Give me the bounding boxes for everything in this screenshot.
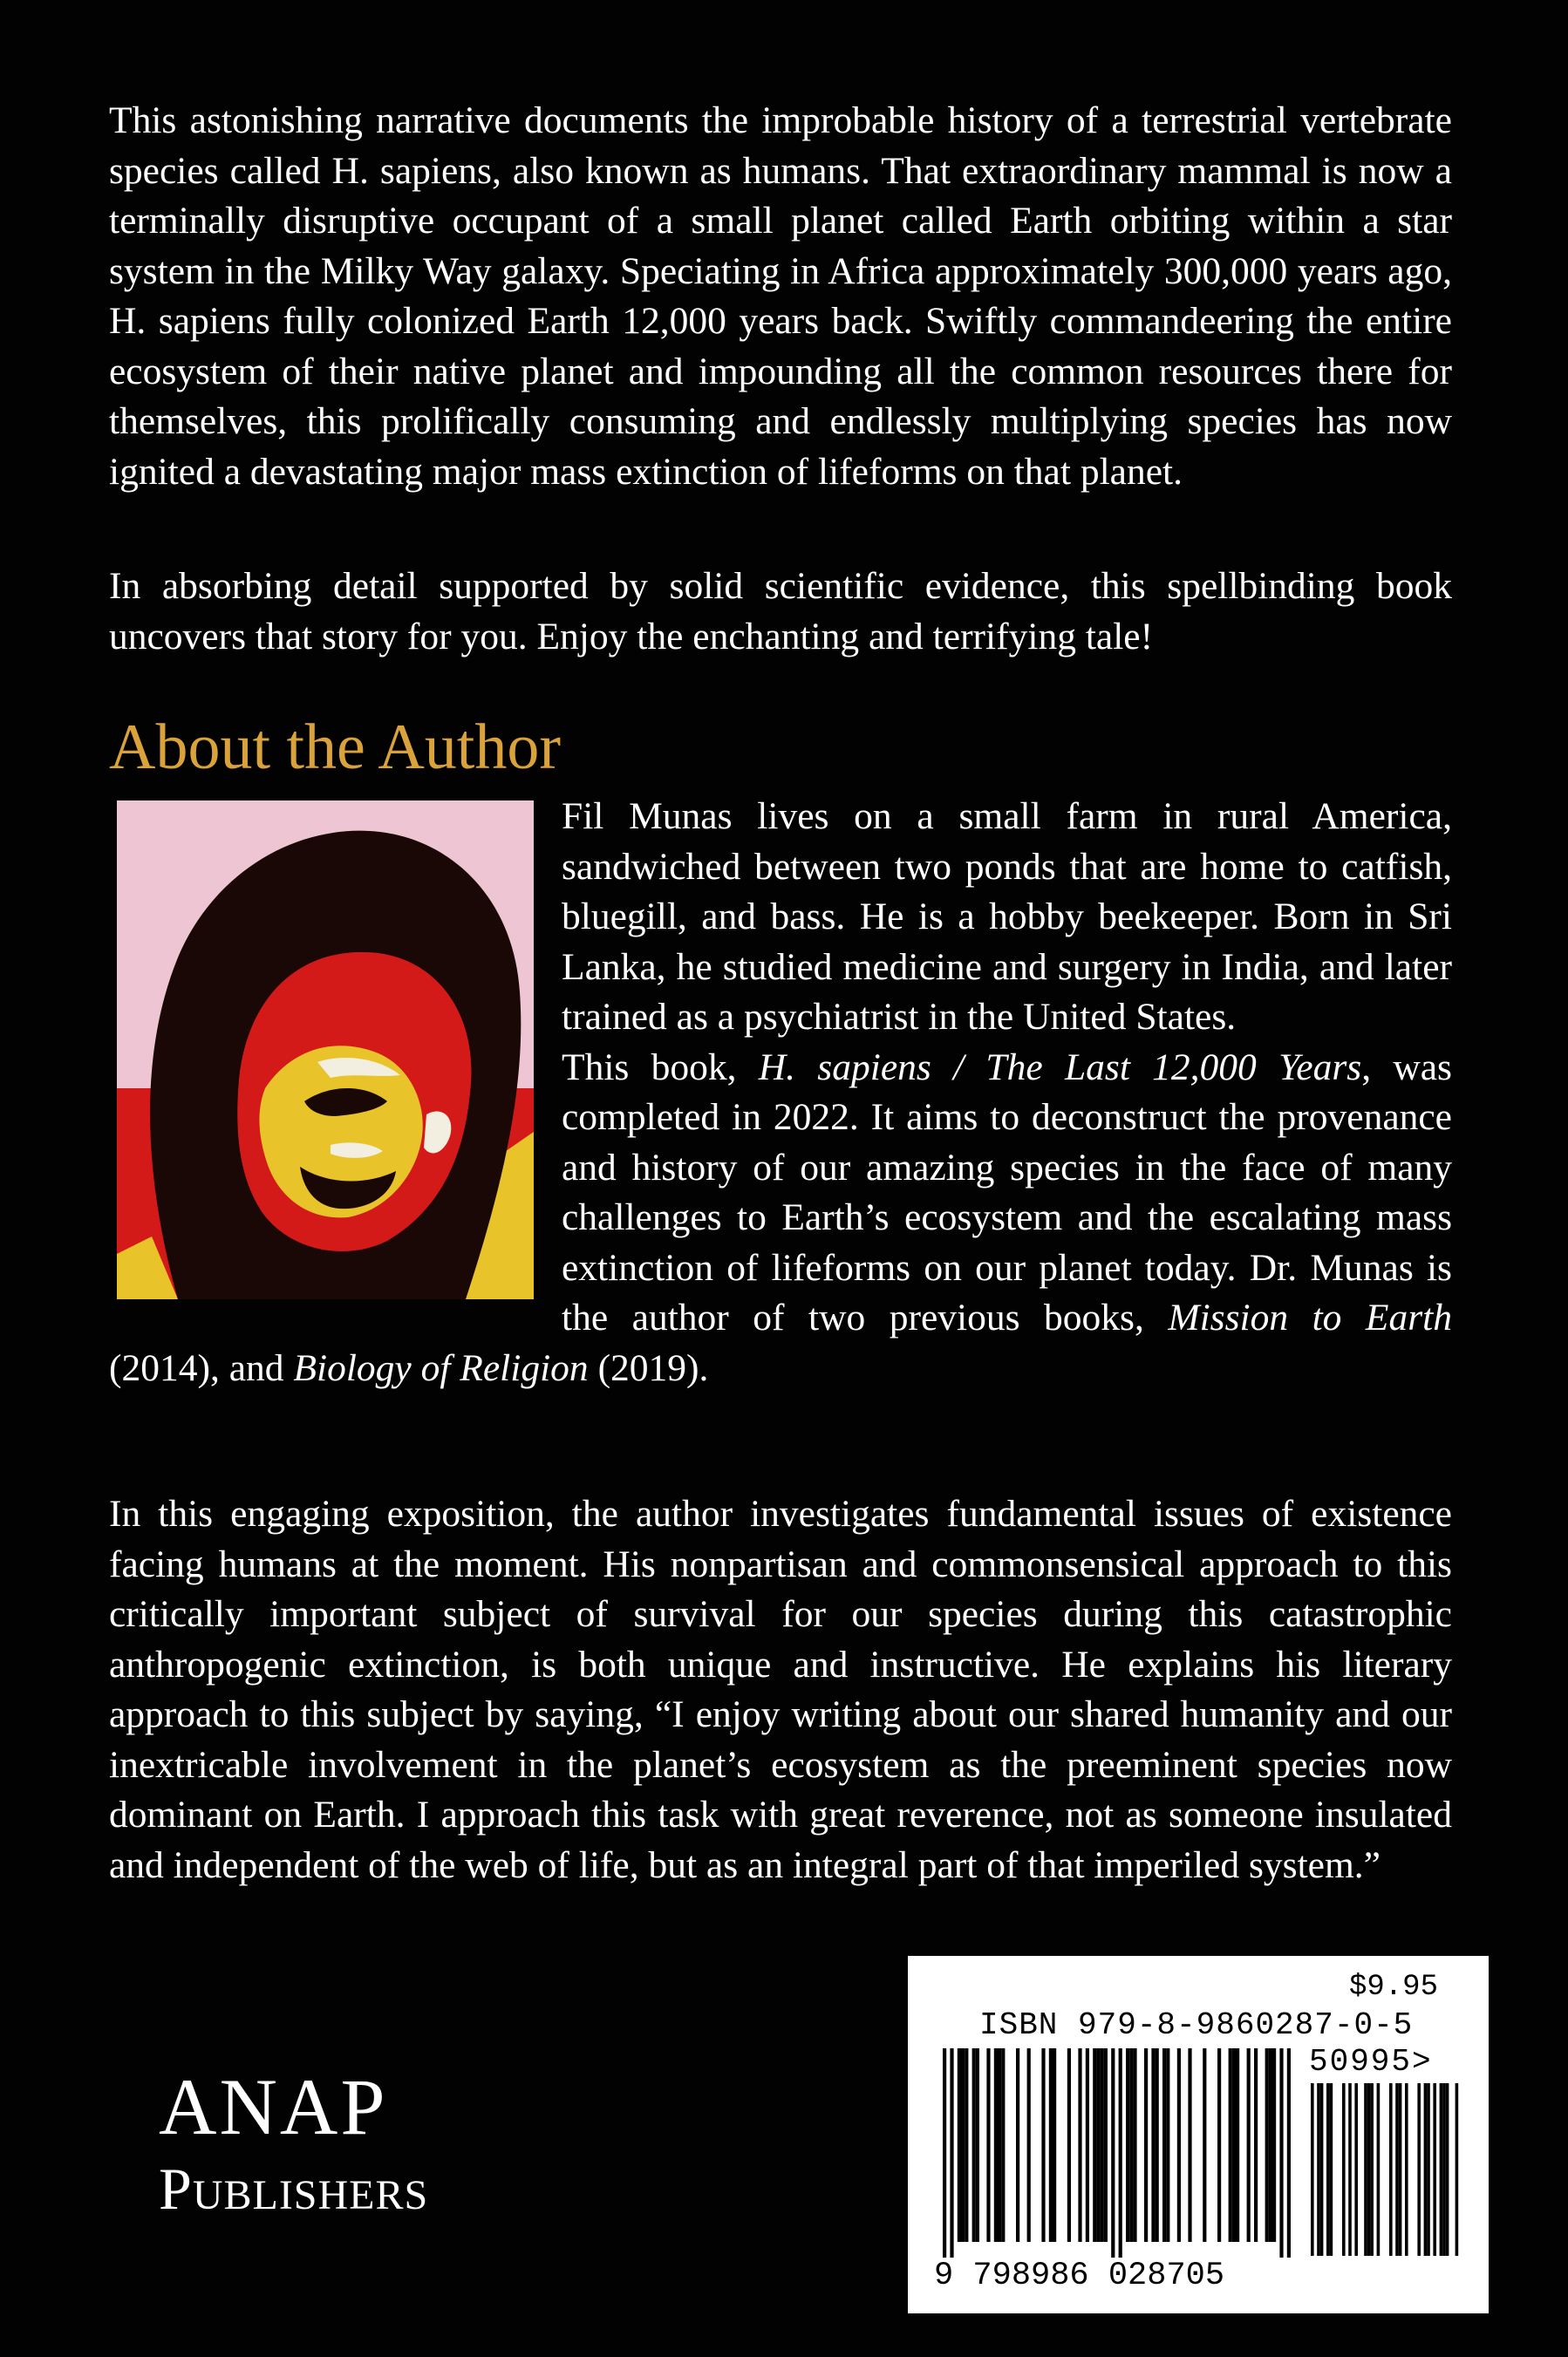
barcode-bar bbox=[1067, 2048, 1071, 2242]
barcode-bar bbox=[1348, 2083, 1352, 2256]
barcode-bar bbox=[1446, 2083, 1449, 2256]
barcode-bar bbox=[1417, 2083, 1421, 2256]
barcode-bar bbox=[950, 2048, 953, 2258]
barcode-bar bbox=[958, 2048, 961, 2242]
barcode-bar bbox=[1389, 2083, 1393, 2256]
barcode-bar bbox=[1287, 2048, 1291, 2258]
barcode-price: $9.95 bbox=[1348, 1971, 1438, 2004]
barcode-bar bbox=[965, 2048, 968, 2242]
barcode-bar bbox=[1279, 2048, 1283, 2258]
barcode-bar bbox=[994, 2048, 998, 2242]
barcode-bar bbox=[1424, 2083, 1428, 2256]
barcode-bar bbox=[1269, 2048, 1272, 2242]
barcode-bar bbox=[1354, 2083, 1358, 2256]
barcode-bar bbox=[972, 2048, 976, 2242]
barcode-bar bbox=[1049, 2048, 1053, 2242]
barcode-bar bbox=[1041, 2048, 1045, 2242]
barcode-bar bbox=[1166, 2048, 1169, 2242]
barcode-bar bbox=[1101, 2048, 1104, 2242]
ean-digits: 9 798986 028705 bbox=[934, 2258, 1225, 2294]
barcode-bar bbox=[1111, 2048, 1115, 2258]
barcode-bar bbox=[1367, 2083, 1371, 2256]
barcode-bar bbox=[1326, 2083, 1330, 2256]
barcode-bar bbox=[1236, 2048, 1239, 2242]
barcode-bar bbox=[1078, 2048, 1081, 2242]
barcode-bar bbox=[1129, 2048, 1133, 2242]
barcode-bar bbox=[1001, 2048, 1005, 2242]
book-title-biology-of-religion: Biology of Religion bbox=[293, 1346, 589, 1389]
publisher-subtitle: Publishers bbox=[159, 2156, 429, 2222]
barcode-bar bbox=[1320, 2083, 1324, 2256]
barcode-bar bbox=[1232, 2048, 1236, 2242]
barcode-bar bbox=[1364, 2083, 1367, 2256]
barcode-bar bbox=[1247, 2048, 1251, 2242]
barcode-bar bbox=[1427, 2083, 1430, 2256]
author-bio-1: Fil Munas lives on a small farm in rural America, sandwiched between two ponds that are home to catfish, bluegill, and bass. He is a hobby beekeeper. Born in Sri Lanka, he studied medicine and surgery in India, and later trained as a psychiatrist in the United States. bbox=[562, 795, 1452, 1038]
isbn-barcode bbox=[908, 1956, 1489, 2313]
barcode-bar bbox=[998, 2048, 1001, 2242]
barcode-bar bbox=[1330, 2083, 1333, 2256]
barcode-bar bbox=[1254, 2048, 1258, 2242]
publisher-logo bbox=[159, 2062, 429, 2224]
barcode-bar bbox=[1442, 2083, 1446, 2256]
barcode-bar bbox=[1016, 2048, 1019, 2242]
book-title-mission-to-earth: Mission to Earth bbox=[1168, 1297, 1452, 1339]
barcode-bar bbox=[1456, 2083, 1459, 2256]
barcode-bar bbox=[1311, 2083, 1314, 2256]
barcode-bar bbox=[1272, 2048, 1276, 2242]
barcode-bar bbox=[1188, 2048, 1191, 2242]
barcode-addon-digits: 50995> bbox=[1309, 2044, 1433, 2080]
barcode-bar bbox=[1395, 2083, 1399, 2256]
barcode-bar bbox=[1342, 2083, 1346, 2256]
barcode-bar bbox=[1126, 2048, 1129, 2242]
isbn-number: ISBN 979-8-9860287-0-5 bbox=[979, 2007, 1414, 2043]
author-bio-2-mid2: (2014), and bbox=[109, 1346, 294, 1389]
barcode-bar bbox=[1399, 2083, 1402, 2256]
barcode-bar bbox=[986, 2048, 990, 2242]
barcode-bar bbox=[1086, 2048, 1089, 2242]
closing-paragraph bbox=[109, 1489, 1452, 1890]
publisher-name: ANAP bbox=[159, 2062, 388, 2151]
barcode-bar bbox=[1053, 2048, 1056, 2242]
barcode-bar bbox=[1217, 2048, 1221, 2242]
barcode-bar bbox=[1104, 2048, 1108, 2242]
barcode-bar bbox=[1151, 2048, 1155, 2242]
intro-text-2: In absorbing detail supported by solid scientific evidence, this spellbinding book uncovers that story for you. Enjoy the enchanting and terrifying tale! bbox=[109, 565, 1452, 657]
barcode-bar bbox=[1162, 2048, 1166, 2242]
author-bio-2-mid: , was completed in 2022. It aims to deconstruct the provenance and history of our amazing species in the face of many challenges to Earth’s ecosystem and the escalating mass extinction of lifeforms on our planet today. Dr. Munas is the author of two previous books, bbox=[562, 1046, 1452, 1339]
barcode-bar bbox=[1177, 2048, 1181, 2242]
intro-text-1: This astonishing narrative documents the improbable history of a terrestrial vertebrate species called H. sapiens, also known as humans. That extraordinary mammal is now a terminally disruptive occupant of a small planet called Earth orbiting within a star system in the Milky Way galaxy. Speciating in Africa approximately 300,000 years ago, H. sapiens fully colonized Earth 12,000 years back. Swiftly commandeering the entire ecosystem of their native planet and impounding all the common resources there for themselves, this prolifically consuming and endlessly multiplying species has now ignited a devastating major mass extinction of lifeforms on that planet. bbox=[109, 99, 1452, 493]
author-bio-2-end: (2019). bbox=[588, 1346, 709, 1389]
barcode-bar bbox=[1317, 2083, 1320, 2256]
barcode-bar bbox=[1156, 2048, 1159, 2242]
barcode-bar bbox=[1405, 2083, 1408, 2256]
barcode-bar bbox=[943, 2048, 946, 2258]
barcode-bar bbox=[1377, 2083, 1381, 2256]
barcode-bar bbox=[1265, 2048, 1269, 2242]
barcode-bar bbox=[976, 2048, 979, 2242]
barcode-bar bbox=[1133, 2048, 1136, 2242]
barcode-bar bbox=[1229, 2048, 1232, 2242]
intro-paragraph-2 bbox=[109, 562, 1452, 662]
author-bio-block bbox=[109, 792, 1452, 1393]
barcode-bar bbox=[1119, 2048, 1122, 2258]
intro-paragraph-1 bbox=[109, 96, 1452, 497]
ean-barcode-bars bbox=[943, 2048, 1299, 2258]
author-bio-2-pre: This book, bbox=[562, 1046, 759, 1088]
addon-barcode-bars bbox=[1311, 2083, 1464, 2256]
author-photo bbox=[117, 800, 534, 1299]
barcode-bar bbox=[1027, 2048, 1031, 2242]
barcode-bar bbox=[1203, 2048, 1206, 2242]
barcode-bar bbox=[1440, 2083, 1443, 2256]
about-author-heading: About the Author bbox=[109, 712, 561, 783]
barcode-bar bbox=[1093, 2048, 1096, 2242]
barcode-bar bbox=[1370, 2083, 1374, 2256]
closing-text: In this engaging exposition, the author investigates fundamental issues of existence facing humans at the moment. His nonpartisan and commonsensical approach to this critically important subject of survival for our species during this catastrophic anthropogenic extinction, is both unique and instructive. He explains his literary approach to this subject by saying, “I enjoy writing about our shared humanity and our inextricable involvement in the planet’s ecosystem as the preeminent species now dominant on Earth. I approach this task with great reverence, not as someone insulated and independent of the web of life, but as an integral part of that imperiled system.” bbox=[109, 1493, 1452, 1886]
book-title-current: H. sapiens / The Last 12,000 Years bbox=[758, 1046, 1362, 1088]
barcode-bar bbox=[1144, 2048, 1148, 2242]
barcode-bar bbox=[1433, 2083, 1436, 2256]
barcode-bar bbox=[1096, 2048, 1100, 2242]
barcode-bar bbox=[961, 2048, 965, 2242]
